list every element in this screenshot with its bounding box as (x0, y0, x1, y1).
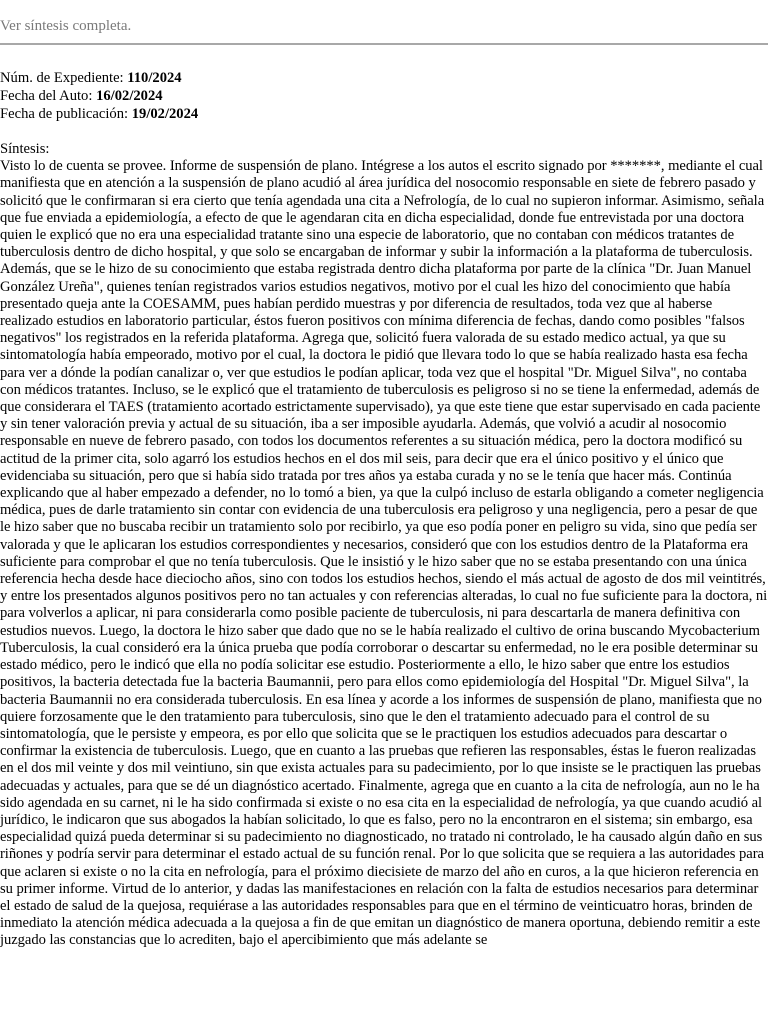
expediente-row (0, 69, 198, 87)
fecha-auto-label: Fecha del Auto: (0, 88, 93, 104)
fecha-publicacion-label: Fecha de publicación: (0, 106, 129, 122)
expediente-value: 110/2024 (127, 70, 182, 86)
fecha-auto-row (0, 87, 198, 105)
record-metadata (0, 69, 198, 123)
sintesis-body-text: Visto lo de cuenta se provee. Informe de suspensión de plano. Intégrese a los autos el escrito signado por *******, mediante el cual manifiesta que en atención a la suspensión de plano acudió al área jurídica del nosocomio responsable en siete de febrero pasado y solicitó que le confirmaran si era cierto que tenía agendada una cita a Nefrología, de lo cual no supieron informar. Asimismo, señala que fue enviada a epidemiología, a efecto de que le agendaran cita en dicha especialidad, donde fue entrevistada por una doctora quien le explicó que no era una especialidad tratante sino una especie de laboratorio, que no contaban con médicos tratantes de tuberculosis dentro de dicho hospital, y que solo se encargaban de informar y subir la información a la plataforma de tuberculosis. Además, que se le hizo de su conocimiento que estaba registrada dentro dicha plataforma por parte de la clínica "Dr. Juan Manuel González Ureña", quienes tenían registrados varios estudios negativos, motivo por el cual les hizo del conocimiento que había presentado queja ante la COESAMM, pues habían perdido muestras y por diferencia de resultados, toda vez que al haberse realizado estudios en laboratorio particular, éstos fueron positivos con mínima diferencia de fechas, dando como posibles "falsos negativos" los registrados en la referida plataforma. Agrega que, solicitó fuera valorada de su estado medico actual, ya que su sintomatología había empeorado, motivo por el cual, la doctora le pidió que llevara todo lo que se había realizado hasta esa fecha para ver a dónde la podían canalizar o, ver que estudios le podían aplicar, toda vez que el hospital "Dr. Miguel Silva", no contaba con médicos tratantes. Incluso, se le explicó que el tratamiento de tuberculosis es peligroso si no se tiene la enfermedad, además de que considerara el TAES (tratamiento acortado estrictamente supervisado), ya que este tiene que estar supervisado en cada paciente y sin tener valoración previa y actual de su situación, iba a ser imposible ayudarla. Además, que volvió a acudir al nosocomio responsable en nueve de febrero pasado, con todos los documentos referentes a su situación médica, pero la doctora modificó su actitud de la primer cita, solo agarró los estudios hechos en el dos mil seis, para decir que era el único positivo y el único que evidenciaba su situación, pero que si había sido tratada por tres años ya estaba curada y no se le tenía que hacer más. Continúa explicando que al haber empezado a defender, no lo tomó a bien, ya que la culpó incluso de estarla obligando a cometer negligencia médica, pues de darle tratamiento sin contar con evidencia de una tuberculosis era peligroso y una negligencia, pero a pesar de que le hizo saber que no buscaba recibir un tratamiento solo por recibirlo, ya que eso podía poner en peligro su vida, sino que pedía ser valorada y que le aplicaran los estudios correspondientes y necesarios, consideró que con los estudios dentro de la Plataforma era suficiente para comprobar el que no tenía tuberculosis. Que le insistió y le hizo saber que no se estaba presentando con una única referencia hecha desde hace dieciocho años, sino con todos los estudios hechos, siendo el más actual de agosto de dos mil veintitrés, y entre los presentados algunos positivos pero no tan actuales y con referencias alteradas, lo cual no fue suficiente para la doctora, ni para volverlos a aplicar, ni para considerarla como posible paciente de tuberculosis, ni para descartarla de manera definitiva con estudios nuevos. Luego, la doctora le hizo saber que dado que no se le había realizado el cultivo de orina buscando Mycobacterium Tuberculosis, la cual consideró era la única prueba que podía corroborar o descartar su enfermedad, no le era posible determinar su estado médico, pero le indicó que ella no podía solicitar ese estudio. Posteriormente a ello, le hizo saber que entre los estudios positivos, la bacteria detectada fue la bacteria Baumannii, pero para ellos como epidemiología del Hospital "Dr. Miguel Silva", la bacteria Baumannii no era considerada tuberculosis. En esa línea y acorde a los informes de suspensión de plano, manifiesta que no quiere forzosamente que le den tratamiento para tuberculosis, sino que le den el tratamiento adecuado para el control de su sintomatología, que le persiste y empeora, es por ello que solicita que se le practiquen los estudios adecuados para descartar o confirmar la existencia de tuberculosis. Luego, que en cuanto a las pruebas que refieren las responsables, éstas le fueron realizadas en el dos mil veinte y dos mil veintiuno, sin que exista actuales para su padecimiento, por lo que insiste se le practiquen las pruebas adecuadas y actuales, para que se dé un diagnóstico acertado. Finalmente, agrega que en cuanto a la cita de nefrología, aun no le ha sido agendada en su carnet, ni le ha sido confirmada si existe o no esa cita en la especialidad de nefrología, ya que cuando acudió al jurídico, le indicaron que sus abogados la habían solicitado, lo que es falso, pero no la encontraron en el sistema; sin embargo, esa especialidad quizá pueda determinar si su padecimiento no diagnosticado, no tratado ni controlado, le ha causado algún daño en sus riñones y podría servir para determinar el estado actual de su función renal. Por lo que solicita que se requiera a las autoridades para que aclaren si existe o no la cita en nefrología, para el próximo diecisiete de marzo del año en curos, a la que hicieron referencia en su primer informe. Virtud de lo anterior, y dadas las manifestaciones en relación con la falta de estudios necesarios para determinar el estado de salud de la quejosa, requiérase a las autoridades responsables para que en el término de veinticuatro horas, brinden de inmediato la atención médica adecuada a la quejosa a fin de que emitan un diagnóstico de manera oportuna, debiendo remitir a este juzgado las constancias que lo acrediten, bajo el apercibimiento que más adelante se (0, 158, 768, 949)
fecha-publicacion-value: 19/02/2024 (131, 106, 199, 122)
sintesis-section (0, 141, 768, 950)
expediente-label: Núm. de Expediente: (0, 70, 124, 86)
sintesis-heading: Síntesis: (0, 141, 50, 157)
fecha-publicacion-row (0, 105, 198, 123)
fecha-auto-value: 16/02/2024 (96, 88, 163, 104)
divider (0, 43, 768, 45)
ver-sintesis-completa-link[interactable]: Ver síntesis completa. (0, 18, 132, 34)
